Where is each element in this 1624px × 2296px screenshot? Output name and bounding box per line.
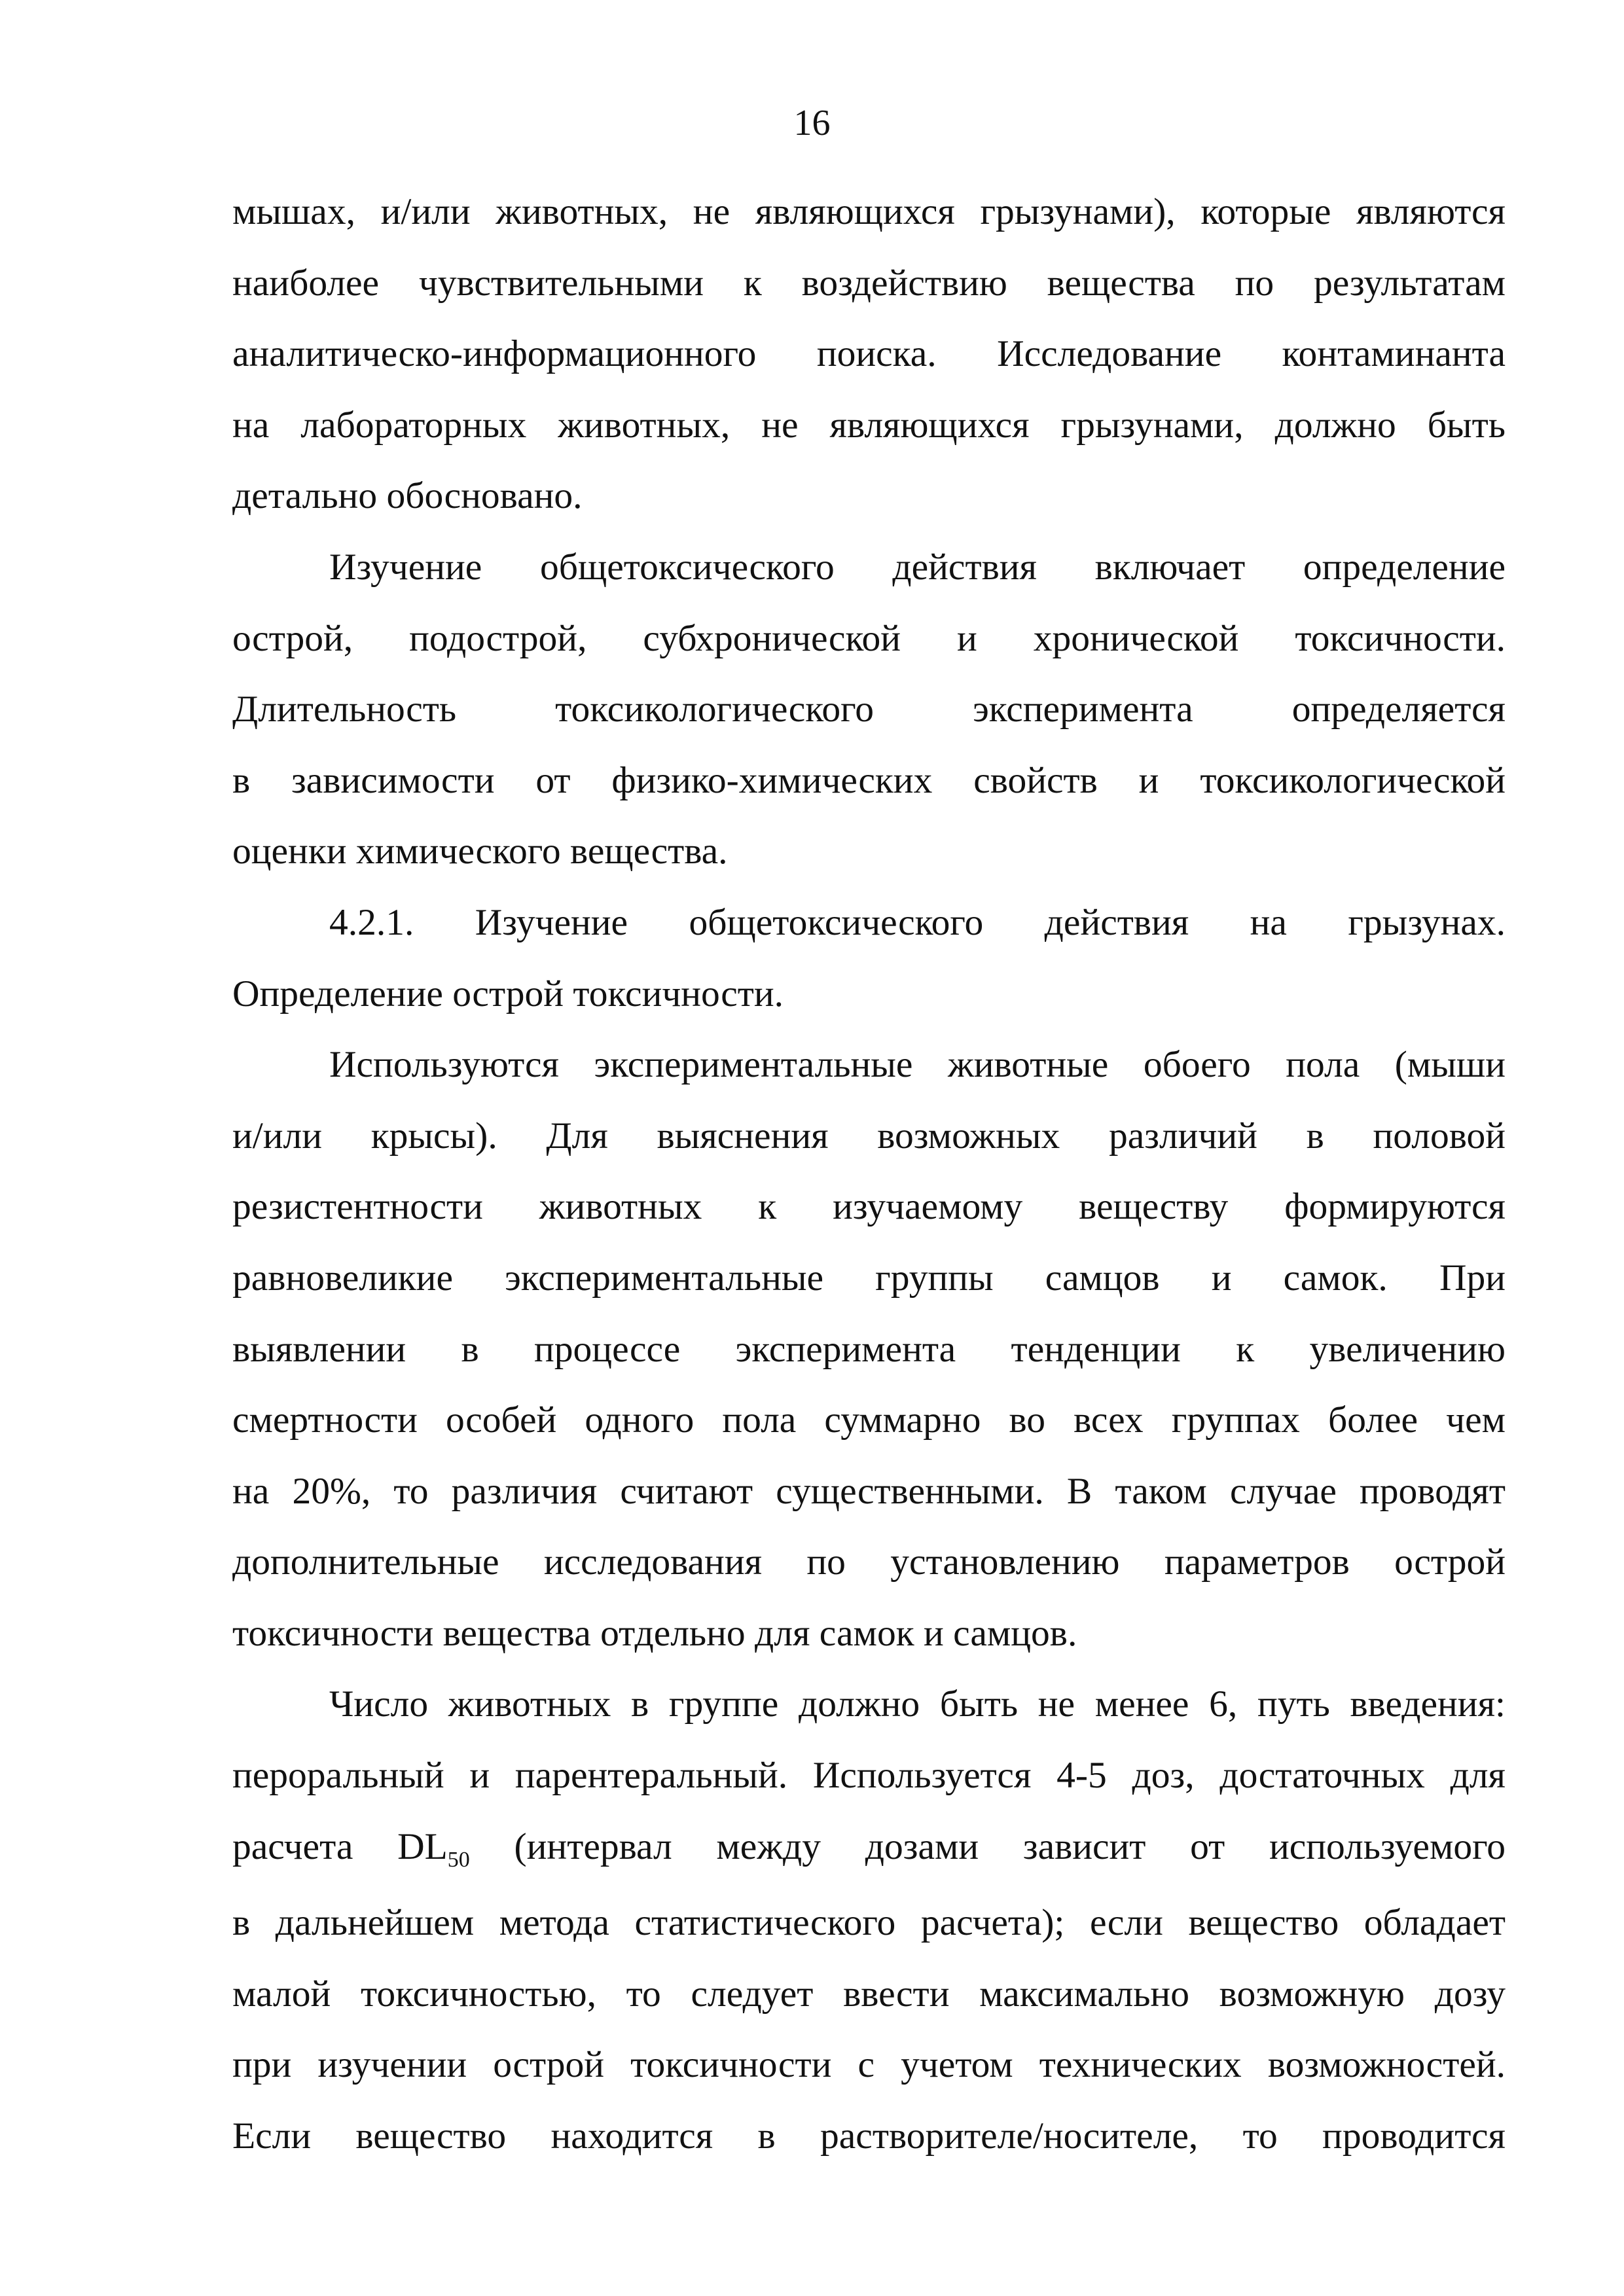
paragraph-line: [232, 1740, 1506, 1812]
paragraph-line: [232, 1172, 1506, 1243]
paragraph-line: [232, 1812, 1506, 1888]
paragraph-line: [232, 1456, 1506, 1528]
paragraph-line: [232, 2101, 1506, 2172]
paragraph-line: [232, 1101, 1506, 1172]
paragraph: [232, 1030, 1506, 1101]
text-segment: (интервал между дозами зависит от используемого: [469, 1825, 1506, 1867]
text-line: равновеликие экспериментальные группы самцов и самок. При: [232, 1257, 1506, 1299]
text-line: Определение острой токсичности.: [232, 973, 784, 1014]
text-line: в зависимости от физико-химических свойств и токсикологической: [232, 759, 1506, 801]
paragraph-line: [232, 816, 1506, 888]
paragraph-line: [232, 1527, 1506, 1598]
text-line: в дальнейшем метода статистического расчета); если вещество обладает: [232, 1902, 1506, 1944]
section-heading: [232, 888, 1506, 959]
paragraph-line: [232, 1243, 1506, 1314]
text-line: пероральный и парентеральный. Используется 4-5 доз, достаточных для: [232, 1755, 1506, 1797]
text-line: токсичности вещества отдельно для самок и самцов.: [232, 1612, 1077, 1654]
paragraph-line: [232, 603, 1506, 675]
text-line: смертности особей одного пола суммарно во всех группах более чем: [232, 1399, 1506, 1441]
paragraph-line: [232, 1385, 1506, 1456]
paragraph: [232, 1669, 1506, 1740]
text-line: дополнительные исследования по установлению параметров острой: [232, 1541, 1506, 1583]
text-line: на лабораторных животных, не являющихся грызунами, должно быть: [232, 404, 1506, 446]
paragraph-line: [232, 461, 1506, 532]
page-number: 16: [793, 103, 831, 143]
text-line: малой токсичностью, то следует ввести максимально возможную дозу: [232, 1973, 1506, 2015]
paragraph: [232, 177, 1506, 248]
text-line: наиболее чувствительными к воздействию вещества по результатам: [232, 262, 1506, 304]
text-line: мышах, и/или животных, не являющихся грызунами), которые являются: [232, 191, 1506, 232]
text-line: на 20%, то различия считают существенными. В таком случае проводят: [232, 1470, 1506, 1512]
text-line: оценки химического вещества.: [232, 831, 728, 872]
paragraph-line: [232, 1598, 1506, 1670]
text-line: Изучение общетоксического действия включает определение: [329, 546, 1506, 588]
text-line: выявлении в процессе эксперимента тенденции к увеличению: [232, 1328, 1506, 1370]
paragraph-line: [232, 1888, 1506, 1959]
text-line: острой, подострой, субхронической и хронической токсичности.: [232, 617, 1506, 659]
paragraph-line: [232, 2030, 1506, 2101]
text-line: Используются экспериментальные животные обоего пола (мыши: [329, 1044, 1506, 1086]
subscript: 50: [447, 1847, 470, 1872]
paragraph-line: [232, 745, 1506, 817]
paragraph-line: [232, 674, 1506, 745]
text-line: резистентности животных к изучаемому веществу формируются: [232, 1186, 1506, 1228]
text-line: детально обосновано.: [232, 475, 583, 517]
paragraph-line: [232, 390, 1506, 461]
paragraph: [232, 532, 1506, 603]
text-line: аналитическо-информационного поиска. Исследование контаминанта: [232, 333, 1506, 375]
paragraph-line: [232, 959, 1506, 1030]
body-text: [232, 177, 1506, 2172]
paragraph-line: [232, 319, 1506, 390]
text-line: Число животных в группе должно быть не менее 6, путь введения:: [329, 1683, 1506, 1725]
text-line: 4.2.1. Изучение общетоксического действия на грызунах.: [329, 901, 1506, 943]
paragraph-line: [232, 1314, 1506, 1386]
paragraph-line: [232, 1959, 1506, 2030]
text-line: при изучении острой токсичности с учетом технических возможностей.: [232, 2044, 1506, 2086]
text-line: и/или крысы). Для выяснения возможных различий в половой: [232, 1115, 1506, 1157]
text-segment: расчета DL: [232, 1825, 448, 1867]
text-line: Если вещество находится в растворителе/носителе, то проводится: [232, 2115, 1506, 2157]
paragraph-line: [232, 248, 1506, 319]
text-line: Длительность токсикологического эксперимента определяется: [232, 689, 1506, 730]
